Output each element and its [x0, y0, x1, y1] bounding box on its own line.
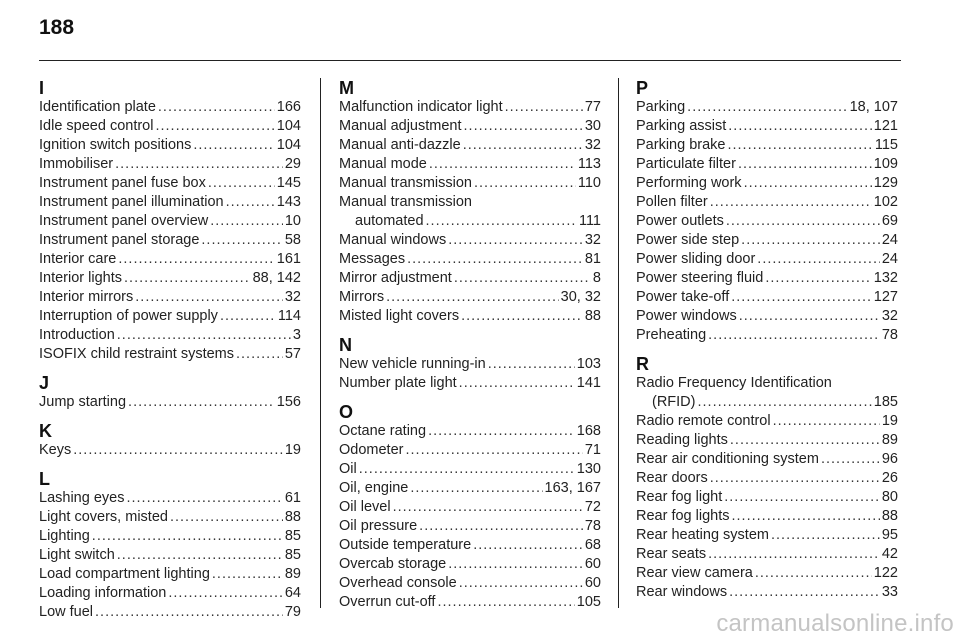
index-entry-pages: 110	[577, 175, 601, 191]
index-letter-heading: R	[636, 354, 649, 374]
index-entry-pages: 81	[584, 251, 601, 267]
index-entry-label: Jump starting	[39, 394, 127, 410]
index-entry	[39, 489, 301, 508]
index-entry	[339, 212, 601, 231]
index-entry-label: Rear air conditioning system	[636, 451, 819, 467]
dot-leader	[73, 441, 283, 460]
dot-leader	[505, 98, 583, 117]
index-entry-label: Power sliding door	[636, 251, 756, 267]
index-entry	[39, 155, 301, 174]
index-entry-label: Loading information	[39, 585, 167, 601]
index-entry	[636, 564, 898, 583]
index-entry-pages: 60	[584, 556, 601, 572]
index-entry-pages: 88	[584, 308, 601, 324]
dot-leader	[727, 136, 872, 155]
index-entry-label: Odometer	[339, 442, 404, 458]
dot-leader	[473, 536, 583, 555]
index-entry	[339, 98, 601, 117]
index-entry	[339, 593, 601, 612]
index-entry-label: Manual transmission	[339, 194, 472, 210]
index-entry-label: Identification plate	[39, 99, 156, 115]
index-entry-continuation: automated	[355, 213, 424, 229]
index-entry-label: Ignition switch positions	[39, 137, 192, 153]
index-entry-pages: 19	[881, 413, 898, 429]
index-entry-pages: 113	[577, 156, 601, 172]
index-entry-pages: 32	[284, 289, 301, 305]
watermark: carmanualsonline.info	[716, 610, 954, 637]
index-entry-label: Rear seats	[636, 546, 707, 562]
index-entry	[39, 174, 301, 193]
dot-leader	[474, 174, 576, 193]
dot-leader	[128, 393, 275, 412]
index-entry	[339, 136, 601, 155]
index-entry-pages: 57	[284, 346, 301, 362]
index-entry-label: Power windows	[636, 308, 737, 324]
index-entry-label: Number plate light	[339, 375, 457, 391]
dot-leader	[193, 136, 274, 155]
page-number: 188	[39, 16, 75, 39]
dot-leader	[117, 546, 283, 565]
index-entry-pages: 156	[276, 394, 301, 410]
index-entry-label: Performing work	[636, 175, 742, 191]
index-entry-pages: 85	[284, 528, 301, 544]
dot-leader	[118, 250, 274, 269]
dot-leader	[393, 498, 583, 517]
dot-leader	[117, 326, 291, 345]
index-entry-pages: 122	[873, 565, 898, 581]
dot-leader	[124, 269, 251, 288]
index-entry	[339, 536, 601, 555]
index-entry-label: Radio Frequency Identification	[636, 375, 832, 391]
index-entry-label: Interruption of power supply	[39, 308, 218, 324]
index-entry-label: Instrument panel fuse box	[39, 175, 206, 191]
index-entry-pages: 109	[873, 156, 898, 172]
index-entry	[636, 526, 898, 545]
dot-leader	[201, 231, 282, 250]
index-entry-pages: 78	[584, 518, 601, 534]
index-entry-label: Lighting	[39, 528, 90, 544]
index-entry	[636, 136, 898, 155]
index-entry-label: Overrun cut-off	[339, 594, 436, 610]
index-entry-pages: 161	[276, 251, 301, 267]
index-entry	[39, 603, 301, 622]
index-entry	[39, 546, 301, 565]
index-entry-label: Rear doors	[636, 470, 708, 486]
index-entry	[339, 117, 601, 136]
index-entry	[339, 355, 601, 374]
index-entry-pages: 88	[881, 508, 898, 524]
index-entry	[636, 469, 898, 488]
dot-leader	[236, 345, 283, 364]
index-entry-label: Manual windows	[339, 232, 447, 248]
index-entry	[39, 117, 301, 136]
index-entry-label: Rear view camera	[636, 565, 753, 581]
dot-leader	[731, 288, 872, 307]
dot-leader	[730, 431, 880, 450]
index-entry-pages: 33	[881, 584, 898, 600]
index-entry-pages: 3	[292, 327, 301, 343]
index-entry-pages: 143	[276, 194, 301, 210]
dot-leader	[738, 155, 872, 174]
index-entry-pages: 103	[576, 356, 601, 372]
dot-leader	[698, 393, 872, 412]
index-entry-label: Power side step	[636, 232, 740, 248]
index-entry	[636, 288, 898, 307]
index-entry-pages: 26	[881, 470, 898, 486]
index-entry-label: Particulate filter	[636, 156, 736, 172]
index-entry-pages: 163, 167	[544, 480, 601, 496]
dot-leader	[708, 326, 880, 345]
index-entry-pages: 8	[592, 270, 601, 286]
dot-leader	[448, 231, 583, 250]
dot-leader	[428, 422, 575, 441]
index-entry	[339, 422, 601, 441]
index-entry-pages: 58	[284, 232, 301, 248]
index-entry-pages: 114	[277, 308, 301, 324]
index-entry-pages: 89	[284, 566, 301, 582]
index-entry	[339, 498, 601, 517]
index-entry-pages: 102	[873, 194, 898, 210]
index-entry-pages: 111	[578, 213, 601, 229]
index-entry-label: Radio remote control	[636, 413, 771, 429]
index-entry	[636, 98, 898, 117]
dot-leader	[208, 174, 275, 193]
index-entry-label: Power take-off	[636, 289, 730, 305]
index-column-3	[636, 78, 898, 602]
dot-leader	[126, 489, 282, 508]
index-entry-pages: 145	[276, 175, 301, 191]
index-entry	[339, 231, 601, 250]
index-entry-label: Light switch	[39, 547, 115, 563]
dot-leader	[459, 374, 575, 393]
index-entry	[39, 584, 301, 603]
index-entry-pages: 129	[873, 175, 898, 191]
index-entry	[636, 269, 898, 288]
index-letter-heading: I	[39, 78, 45, 98]
index-entry	[636, 393, 898, 412]
dot-leader	[115, 155, 283, 174]
dot-leader	[95, 603, 283, 622]
index-column-1	[39, 78, 301, 622]
index-entry-pages: 72	[584, 499, 601, 515]
index-entry-pages: 78	[881, 327, 898, 343]
index-entry-label: Instrument panel storage	[39, 232, 200, 248]
index-entry	[636, 326, 898, 345]
index-letter-heading: O	[339, 402, 354, 422]
index-entry-label: Parking assist	[636, 118, 727, 134]
index-entry-pages: 132	[873, 270, 898, 286]
dot-leader	[155, 117, 274, 136]
index-entry-label: ISOFIX child restraint systems	[39, 346, 234, 362]
index-entry-label: Instrument panel illumination	[39, 194, 224, 210]
index-entry-label: Keys	[39, 442, 72, 458]
index-entry-label: Manual mode	[339, 156, 427, 172]
index-entry-pages: 68	[584, 537, 601, 553]
index-entry	[636, 412, 898, 431]
dot-leader	[437, 593, 574, 612]
dot-leader	[210, 212, 283, 231]
index-entry	[39, 527, 301, 546]
dot-leader	[461, 307, 583, 326]
dot-leader	[405, 441, 582, 460]
index-entry-label: Malfunction indicator light	[339, 99, 503, 115]
dot-leader	[757, 250, 880, 269]
index-entry-pages: 168	[576, 423, 601, 439]
index-entry-pages: 32	[584, 137, 601, 153]
index-entry	[39, 565, 301, 584]
index-entry-label: Interior lights	[39, 270, 123, 286]
index-entry-pages: 61	[284, 490, 301, 506]
dot-leader	[724, 488, 880, 507]
index-entry-pages: 166	[276, 99, 301, 115]
index-letter-heading: M	[339, 78, 354, 98]
dot-leader	[821, 450, 880, 469]
index-entry-label: Outside temperature	[339, 537, 472, 553]
dot-leader	[419, 517, 583, 536]
index-entry-pages: 141	[576, 375, 601, 391]
dot-leader	[92, 527, 283, 546]
index-entry-pages: 105	[576, 594, 601, 610]
index-letter-heading: N	[339, 335, 352, 355]
index-entry	[39, 393, 301, 412]
index-entry	[636, 507, 898, 526]
index-entry	[339, 174, 601, 193]
index-entry-pages: 32	[881, 308, 898, 324]
dot-leader	[407, 250, 583, 269]
index-entry-label: Preheating	[636, 327, 707, 343]
index-entry-label: Oil	[339, 461, 357, 477]
dot-leader	[359, 460, 575, 479]
dot-leader	[426, 212, 577, 231]
index-entry-label: Power outlets	[636, 213, 724, 229]
dot-leader	[386, 288, 559, 307]
index-entry	[636, 250, 898, 269]
index-entry	[636, 488, 898, 507]
index-entry-label: Mirrors	[339, 289, 385, 305]
index-entry-label: Pollen filter	[636, 194, 708, 210]
index-entry-label: Oil level	[339, 499, 391, 515]
index-entry	[636, 545, 898, 564]
dot-leader	[454, 269, 591, 288]
dot-leader	[744, 174, 872, 193]
index-entry	[339, 250, 601, 269]
column-divider	[618, 78, 619, 608]
dot-leader	[773, 412, 880, 431]
index-entry	[636, 583, 898, 602]
index-entry	[636, 307, 898, 326]
dot-leader	[755, 564, 872, 583]
index-entry-label: Low fuel	[39, 604, 94, 620]
index-entry-label: Parking	[636, 99, 686, 115]
index-letter-heading: K	[39, 421, 52, 441]
dot-leader	[771, 526, 880, 545]
index-entry-pages: 104	[276, 118, 301, 134]
index-entry	[39, 441, 301, 460]
index-entry-pages: 60	[584, 575, 601, 591]
index-entry-label: Idle speed control	[39, 118, 154, 134]
index-entry	[636, 450, 898, 469]
index-entry-pages: 24	[881, 251, 898, 267]
index-entry-label: Immobiliser	[39, 156, 114, 172]
dot-leader	[741, 231, 880, 250]
dot-leader	[710, 469, 880, 488]
dot-leader	[212, 565, 283, 584]
index-entry-label: Mirror adjustment	[339, 270, 452, 286]
index-entry	[339, 555, 601, 574]
index-entry	[339, 517, 601, 536]
index-entry	[339, 479, 601, 498]
index-entry-pages: 77	[584, 99, 601, 115]
index-entry	[339, 460, 601, 479]
dot-leader	[168, 584, 282, 603]
index-entry-label: Lashing eyes	[39, 490, 125, 506]
index-entry-pages: 104	[276, 137, 301, 153]
dot-leader	[708, 545, 880, 564]
index-entry-label: Manual anti-dazzle	[339, 137, 461, 153]
index-entry	[636, 212, 898, 231]
dot-leader	[464, 117, 583, 136]
index-entry-label: Interior mirrors	[39, 289, 134, 305]
index-entry-pages: 10	[284, 213, 301, 229]
index-entry-pages: 24	[881, 232, 898, 248]
index-entry-label: Power steering fluid	[636, 270, 764, 286]
index-entry	[39, 136, 301, 155]
index-entry-label: Reading lights	[636, 432, 728, 448]
index-entry	[339, 574, 601, 593]
index-entry	[39, 212, 301, 231]
index-entry	[636, 431, 898, 450]
index-letter-heading: L	[39, 469, 50, 489]
index-entry	[39, 508, 301, 527]
dot-leader	[429, 155, 576, 174]
dot-leader	[726, 212, 880, 231]
index-entry	[339, 441, 601, 460]
index-entry-pages: 95	[881, 527, 898, 543]
index-entry-pages: 29	[284, 156, 301, 172]
index-entry-label: Oil pressure	[339, 518, 418, 534]
index-entry	[39, 269, 301, 288]
dot-leader	[410, 479, 542, 498]
index-entry-label: Instrument panel overview	[39, 213, 209, 229]
index-entry-pages: 121	[873, 118, 898, 134]
index-letter-heading: P	[636, 78, 649, 98]
index-entry-label: Misted light covers	[339, 308, 460, 324]
index-entry	[39, 345, 301, 364]
index-entry-label: Rear windows	[636, 584, 728, 600]
index-entry-pages: 88	[284, 509, 301, 525]
index-entry-pages: 18, 107	[849, 99, 898, 115]
dot-leader	[488, 355, 575, 374]
dot-leader	[729, 583, 880, 602]
index-entry-label: Overhead console	[339, 575, 457, 591]
index-entry-label: Load compartment lighting	[39, 566, 210, 582]
index-entry	[39, 307, 301, 326]
index-entry-label: Rear fog light	[636, 489, 723, 505]
index-entry-pages: 19	[284, 442, 301, 458]
index-entry-label: Parking brake	[636, 137, 726, 153]
index-entry	[39, 326, 301, 345]
index-entry-label: Octane rating	[339, 423, 427, 439]
index-entry-pages: 185	[873, 394, 898, 410]
dot-leader	[765, 269, 871, 288]
dot-leader	[226, 193, 275, 212]
header-rule	[39, 60, 901, 61]
index-entry-pages: 85	[284, 547, 301, 563]
index-entry-label: Light covers, misted	[39, 509, 168, 525]
index-entry	[39, 250, 301, 269]
dot-leader	[135, 288, 283, 307]
index-entry	[39, 98, 301, 117]
index-entry-label: Manual transmission	[339, 175, 472, 191]
index-entry-pages: 80	[881, 489, 898, 505]
index-entry-pages: 89	[881, 432, 898, 448]
index-entry-pages: 30, 32	[560, 289, 601, 305]
index-entry-pages: 71	[584, 442, 601, 458]
dot-leader	[463, 136, 583, 155]
index-entry	[636, 174, 898, 193]
index-entry-pages: 30	[584, 118, 601, 134]
dot-leader	[728, 117, 872, 136]
index-entry-label: Manual adjustment	[339, 118, 462, 134]
index-entry-pages: 115	[874, 137, 898, 153]
index-entry-continuation: (RFID)	[652, 394, 696, 410]
dot-leader	[687, 98, 847, 117]
index-entry-label: Interior care	[39, 251, 117, 267]
index-entry-pages: 88, 142	[252, 270, 301, 286]
index-entry-pages: 127	[873, 289, 898, 305]
dot-leader	[710, 193, 872, 212]
index-entry	[339, 307, 601, 326]
index-entry	[636, 155, 898, 174]
index-entry-pages: 32	[584, 232, 601, 248]
dot-leader	[158, 98, 275, 117]
dot-leader	[448, 555, 583, 574]
index-entry	[339, 155, 601, 174]
index-entry-label: Introduction	[39, 327, 115, 343]
index-entry-pages: 64	[284, 585, 301, 601]
index-entry-pages: 42	[881, 546, 898, 562]
index-entry	[636, 117, 898, 136]
index-entry	[636, 231, 898, 250]
index-entry-pages: 96	[881, 451, 898, 467]
index-entry	[39, 193, 301, 212]
index-entry-pages: 69	[881, 213, 898, 229]
dot-leader	[739, 307, 880, 326]
index-entry-label: Messages	[339, 251, 406, 267]
index-entry	[39, 231, 301, 250]
dot-leader	[170, 508, 283, 527]
index-letter-heading: J	[39, 373, 50, 393]
index-entry	[636, 193, 898, 212]
index-entry-label: Rear fog lights	[636, 508, 730, 524]
index-entry-pages: 79	[284, 604, 301, 620]
index-entry-pages: 130	[576, 461, 601, 477]
dot-leader	[732, 507, 880, 526]
index-entry-label: Overcab storage	[339, 556, 447, 572]
index-entry-label: Oil, engine	[339, 480, 409, 496]
dot-leader	[459, 574, 583, 593]
index-entry	[339, 374, 601, 393]
index-entry-label: New vehicle running-in	[339, 356, 486, 372]
index-column-2	[339, 78, 601, 612]
index-entry-label: Rear heating system	[636, 527, 769, 543]
column-divider	[320, 78, 321, 608]
index-entry	[339, 288, 601, 307]
index-entry	[39, 288, 301, 307]
index-entry	[339, 269, 601, 288]
dot-leader	[220, 307, 276, 326]
